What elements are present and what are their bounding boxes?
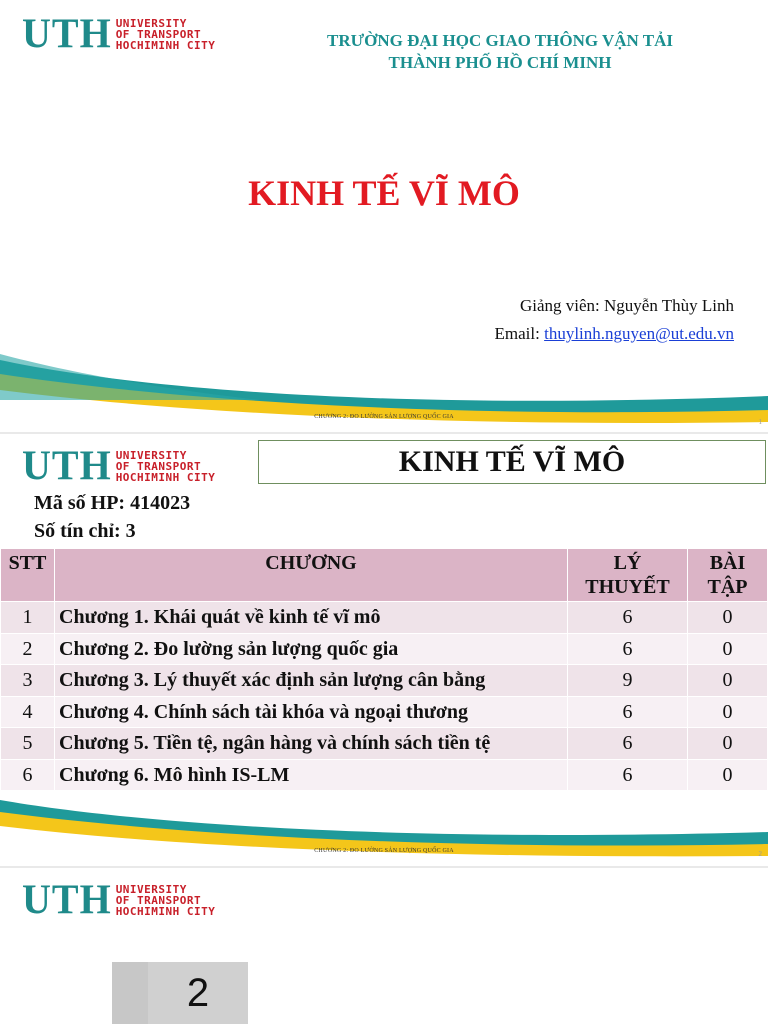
- logo-text: [116, 884, 216, 917]
- logo-line-2: OF TRANSPORT: [115, 893, 202, 907]
- uth-logo: [22, 441, 216, 490]
- cell-chapter: Chương 2. Đo lường sản lượng quốc gia: [55, 633, 568, 665]
- page-number: 1: [758, 418, 762, 426]
- email-label: Email:: [494, 324, 545, 343]
- logo-line-3: HOCHIMINH CITY: [115, 470, 216, 484]
- table-row: [1, 602, 768, 634]
- table-row: [1, 728, 768, 760]
- chapter-number: 2: [148, 962, 248, 1024]
- slide-3: [0, 868, 768, 1024]
- school-name-line-2: THÀNH PHỐ HỒ CHÍ MINH: [388, 53, 612, 72]
- lecturer-name: Giảng viên: Nguyễn Thùy Linh: [519, 296, 734, 315]
- cell-stt: 3: [1, 665, 55, 697]
- cell-exercise: 0: [688, 602, 768, 634]
- cell-exercise: 0: [688, 728, 768, 760]
- cell-stt: 2: [1, 633, 55, 665]
- logo-line-1: UNIVERSITY: [115, 16, 187, 30]
- lecturer-email-line: [495, 324, 734, 344]
- slide-2: [0, 434, 768, 866]
- header-exercise: [688, 549, 768, 602]
- cell-theory: 9: [568, 665, 688, 697]
- logo-mark: UTH: [22, 9, 112, 58]
- header-exercise-line-1: BÀI: [709, 552, 746, 574]
- header-theory-line-2: THUYẾT: [585, 576, 670, 598]
- logo-line-1: UNIVERSITY: [115, 882, 187, 896]
- course-credits: Số tín chỉ: 3: [34, 520, 136, 542]
- table-row: [1, 696, 768, 728]
- course-code: Mã số HP: 414023: [34, 492, 191, 514]
- school-name-line-1: TRƯỜNG ĐẠI HỌC GIAO THÔNG VẬN TẢI: [326, 31, 674, 50]
- cell-chapter: Chương 4. Chính sách tài khóa và ngoại thương: [55, 696, 568, 728]
- footer-text: CHƯƠNG 2: ĐO LƯỜNG SẢN LƯỢNG QUỐC GIA: [314, 848, 454, 854]
- slide-title: KINH TẾ VĨ MÔ: [258, 440, 766, 484]
- logo-mark: UTH: [22, 441, 112, 490]
- cell-exercise: 0: [688, 665, 768, 697]
- footer-wave: [0, 796, 768, 866]
- header-theory: [568, 549, 688, 602]
- logo-text: [116, 450, 216, 483]
- logo-line-2: OF TRANSPORT: [115, 459, 202, 473]
- email-link[interactable]: thuylinh.nguyen@ut.edu.vn: [544, 324, 734, 343]
- cell-stt: 4: [1, 696, 55, 728]
- course-table: [0, 548, 768, 791]
- header-exercise-line-2: TẬP: [707, 576, 748, 598]
- logo-text: [116, 18, 216, 51]
- cell-chapter: Chương 5. Tiền tệ, ngân hàng và chính sách tiền tệ: [55, 728, 568, 760]
- cell-exercise: 0: [688, 633, 768, 665]
- cell-theory: 6: [568, 696, 688, 728]
- cell-chapter: Chương 6. Mô hình IS-LM: [55, 759, 568, 791]
- cell-stt: 6: [1, 759, 55, 791]
- table-row: [1, 633, 768, 665]
- logo-line-3: HOCHIMINH CITY: [115, 904, 216, 918]
- header-stt: STT: [1, 549, 55, 602]
- slide-1: [0, 0, 768, 432]
- uth-logo: [22, 875, 216, 924]
- table-row: [1, 759, 768, 791]
- uth-logo: [22, 9, 216, 58]
- cell-theory: 6: [568, 728, 688, 760]
- slide-title: KINH TẾ VĨ MÔ: [248, 173, 520, 213]
- page-number: 2: [758, 850, 762, 858]
- table-header-row: [1, 549, 768, 602]
- logo-mark: UTH: [22, 875, 112, 924]
- logo-line-1: UNIVERSITY: [115, 448, 187, 462]
- logo-line-3: HOCHIMINH CITY: [115, 38, 216, 52]
- cell-stt: 5: [1, 728, 55, 760]
- cell-chapter: Chương 3. Lý thuyết xác định sản lượng cân bằng: [55, 665, 568, 697]
- table-row: [1, 665, 768, 697]
- cell-chapter: Chương 1. Khái quát về kinh tế vĩ mô: [55, 602, 568, 634]
- cell-theory: 6: [568, 633, 688, 665]
- footer-text: CHƯƠNG 2: ĐO LƯỜNG SẢN LƯỢNG QUỐC GIA: [314, 414, 454, 420]
- cell-exercise: 0: [688, 759, 768, 791]
- cell-theory: 6: [568, 602, 688, 634]
- logo-line-2: OF TRANSPORT: [115, 27, 202, 41]
- footer-wave: [0, 352, 768, 432]
- header-chapter: CHƯƠNG: [55, 549, 568, 602]
- cell-exercise: 0: [688, 696, 768, 728]
- header-theory-line-1: LÝ: [613, 552, 642, 574]
- chapter-number-accent: [112, 962, 148, 1024]
- cell-stt: 1: [1, 602, 55, 634]
- school-name: [270, 30, 730, 74]
- cell-theory: 6: [568, 759, 688, 791]
